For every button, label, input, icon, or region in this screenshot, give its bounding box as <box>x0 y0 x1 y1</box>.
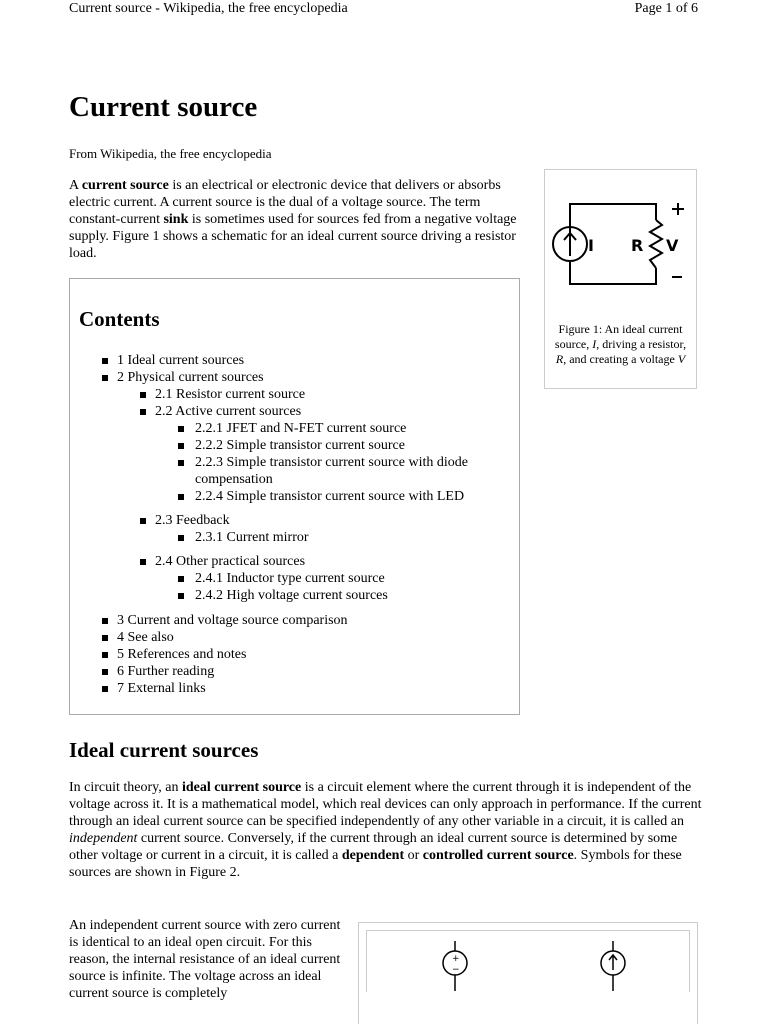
label-i: I <box>588 236 594 255</box>
symbol-plus: + <box>452 954 460 964</box>
toc-item[interactable]: 2.4.1 Inductor type current source <box>177 570 511 587</box>
toc-item[interactable]: 2.3 Feedback 2.3.1 Current mirror <box>139 512 511 546</box>
page-title: Current source <box>69 91 258 123</box>
toc-item[interactable]: 2.4 Other practical sources 2.4.1 Inductor type current source 2.4.2 High voltage current sources <box>139 553 511 604</box>
current-source-circuit-diagram <box>552 184 690 304</box>
figure-2 <box>358 922 698 1024</box>
toc-item[interactable]: 2.2 Active current sources 2.2.1 JFET and N-FET current source 2.2.2 Simple transistor current source 2.2.3 Simple transistor current source with diode compensation 2.2.4 Simple transistor current source with LED <box>139 403 511 505</box>
toc-item[interactable]: 6 Further reading <box>101 663 511 680</box>
from-line: From Wikipedia, the free encyclopedia <box>69 146 272 161</box>
toc-item[interactable]: 3 Current and voltage source comparison <box>101 612 511 629</box>
toc-item[interactable]: 2.2.2 Simple transistor current source <box>177 437 511 454</box>
toc-item[interactable]: 7 External links <box>101 680 511 697</box>
page-number: Page 1 of 6 <box>634 1 698 16</box>
toc-item[interactable]: 2.1 Resistor current source <box>139 386 511 403</box>
table-of-contents <box>69 278 520 715</box>
toc-item[interactable]: 2.4.2 High voltage current sources <box>177 587 511 604</box>
intro-paragraph: A current source is an electrical or electronic device that delivers or absorbs electric current. A current source is the dual of a voltage source. The term constant-current sink is sometimes used for sources fed from a negative voltage supply. Figure 1 shows a schematic for an ideal current source driving a resistor load. <box>69 178 517 261</box>
toc-item[interactable]: 2 Physical current sources 2.1 Resistor current source 2.2 Active current sources 2.2.1 JFET and N-FET current source 2.2.2 Simple transistor current source 2.2.3 Simple transistor current source with diode compensation 2.2.4 Simple transistor current source with LED 2.3 Feedback 2.3.1 Current mirror 2.4 Other practical sources 2.4.1 Inductor type current source 2.4.2 High voltage current sources <box>101 369 511 604</box>
toc-item[interactable]: 2.3.1 Current mirror <box>177 529 511 546</box>
current-source-symbol-icon <box>435 941 475 993</box>
figure-1 <box>544 169 697 389</box>
toc-item[interactable]: 2.2.4 Simple transistor current source with LED <box>177 488 511 505</box>
page-header-title: Current source - Wikipedia, the free encyclopedia <box>69 1 348 16</box>
body-paragraph: In circuit theory, an ideal current source is a circuit element where the current through it is independent of the voltage across it. It is a mathematical model, which real devices can only approach in performance. If the current through an ideal current source can be specified independently of any other variable in a circuit, it is called an independent current source. Conversely, if the current through an ideal current source is determined by some other voltage or current in a circuit, it is called a dependent or controlled current source. Symbols for these sources are shown in Figure 2. <box>69 780 702 880</box>
label-r: R <box>631 236 644 255</box>
toc-item[interactable]: 5 References and notes <box>101 646 511 663</box>
toc-item[interactable]: 2.2.1 JFET and N-FET current source <box>177 420 511 437</box>
symbol-minus: − <box>452 965 460 975</box>
toc-item[interactable]: 1 Ideal current sources <box>101 352 511 369</box>
figure-1-caption: Figure 1: An ideal current source, I, driving a resistor, R, and creating a voltage V <box>554 322 687 366</box>
toc-item[interactable]: 2.2.3 Simple transistor current source with diode compensation <box>177 454 511 488</box>
figure-2-frame <box>366 930 690 992</box>
toc-heading: Contents <box>79 307 160 331</box>
current-source-arrow-icon <box>593 941 633 993</box>
label-v: V <box>666 236 679 255</box>
section-heading-ideal-current-sources: Ideal current sources <box>69 738 259 762</box>
toc-item[interactable]: 4 See also <box>101 629 511 646</box>
body-paragraph-2: An independent current source with zero current is identical to an ideal open circuit. For this reason, the internal resistance of an ideal current source is infinite. The voltage across an ideal current source is completely <box>69 918 341 1001</box>
